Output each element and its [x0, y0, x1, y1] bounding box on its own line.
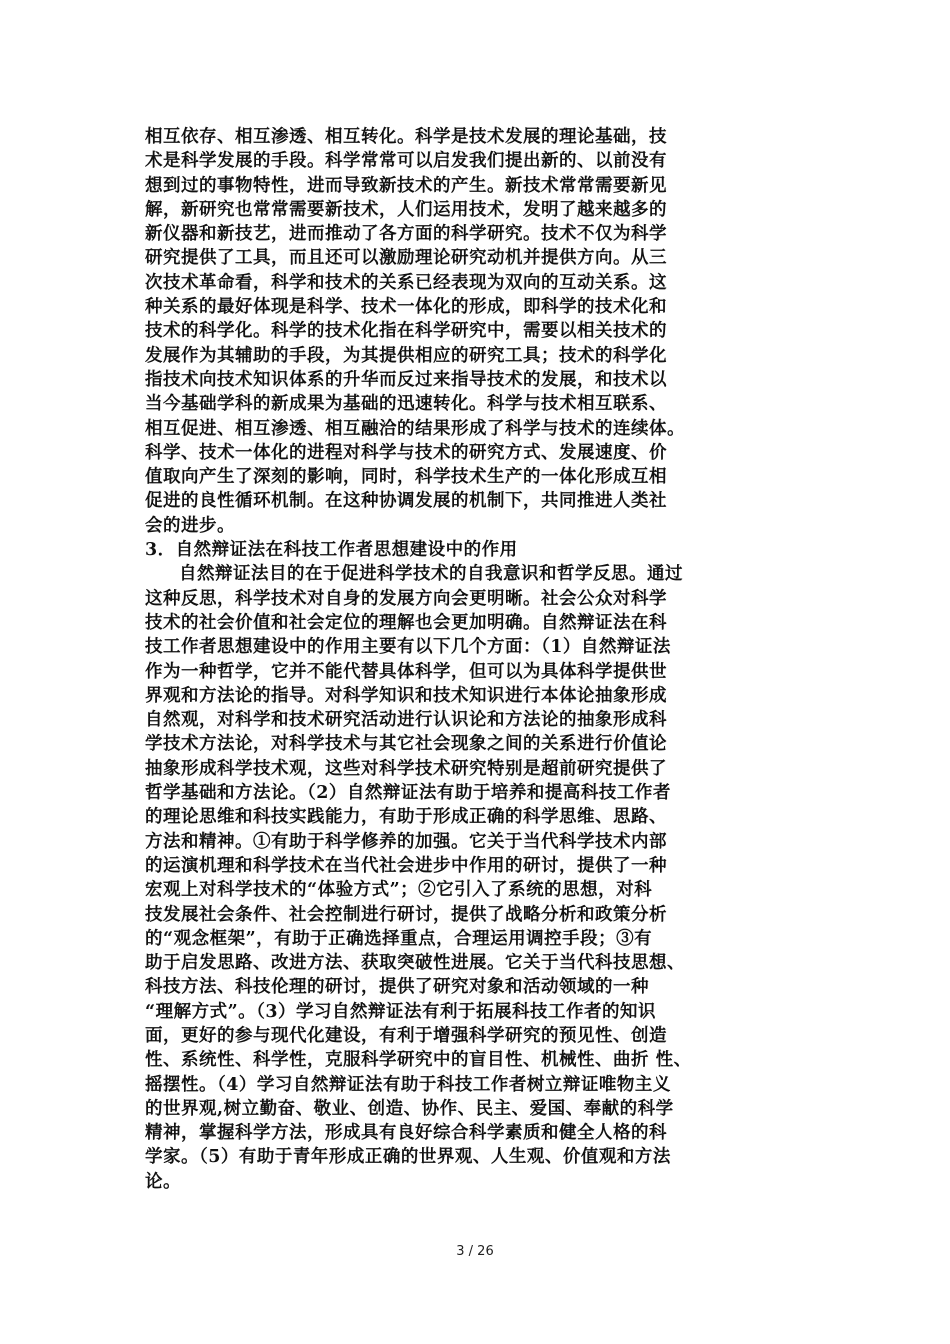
text-line: 自然辩证法目的在于促进科学技术的自我意识和哲学反思。通过 [179, 564, 683, 585]
text-line: 发展作为其辅助的手段，为其提供相应的研究工具；技术的科学化 [145, 345, 667, 366]
text-line: 面，更好的参与现代化建设，有利于增强科学研究的预见性、创造 [145, 1025, 667, 1046]
paragraph-continued [145, 125, 815, 538]
text-line: 想到过的事物特性，进而导致新技术的产生。新技术常常需要新见 [145, 175, 667, 196]
text-line: 方法和精神。①有助于科学修养的加强。它关于当代科学技术内部 [145, 831, 667, 852]
text-line: 的运演机理和科学技术在当代社会进步中作用的研讨，提供了一种 [145, 855, 667, 876]
section-paragraph [145, 562, 815, 1194]
text-line: 值取向产生了深刻的影响，同时，科学技术生产的一体化形成互相 [145, 467, 667, 488]
text-line: 宏观上对科学技术的“体验方式”；②它引入了系统的思想，对科 [145, 880, 653, 901]
text-line: 新仪器和新技艺，进而推动了各方面的科学研究。技术不仅为科学 [145, 224, 667, 245]
text-line: 的“观念框架”，有助于正确选择重点，合理运用调控手段；③有 [145, 928, 653, 949]
text-line: 相互促进、相互渗透、相互融洽的结果形成了科学与技术的连续体。 [145, 418, 685, 439]
text-line: 的理论思维和科技实践能力，有助于形成正确的科学思维、思路、 [145, 807, 667, 828]
text-line: 促进的良性循环机制。在这种协调发展的机制下，共同推进人类社 [145, 491, 667, 512]
text-line: 作为一种哲学，它并不能代替具体科学，但可以为具体科学提供世 [145, 661, 667, 682]
page-number: 3 / 26 [456, 1244, 494, 1259]
text-line: 论。 [145, 1171, 181, 1192]
text-line: 精神，掌握科学方法，形成具有良好综合科学素质和健全人格的科 [145, 1123, 667, 1144]
text-line: 学技术方法论，对科学技术与其它社会现象之间的关系进行价值论 [145, 734, 667, 755]
text-line: 技发展社会条件、社会控制进行研讨，提供了战略分析和政策分析 [145, 904, 667, 925]
text-line: 指技术向技术知识体系的升华而反过来指导技术的发展，和技术以 [145, 369, 667, 390]
text-line: 次技术革命看，科学和技术的关系已经表现为双向的互动关系。这 [145, 272, 667, 293]
text-line: 摇摆性。（4）学习自然辩证法有助于科技工作者树立辩证唯物主义 [145, 1074, 671, 1095]
text-line: 术是科学发展的手段。科学常常可以启发我们提出新的、以前没有 [145, 151, 667, 172]
text-line: 这种反思，科学技术对自身的发展方向会更明晰。社会公众对科学 [145, 588, 667, 609]
text-line: 科学、技术一体化的进程对科学与技术的研究方式、发展速度、价 [145, 442, 667, 463]
text-line: 解，新研究也常常需要新技术，人们运用技术，发明了越来越多的 [145, 199, 667, 220]
body-text [145, 125, 815, 1194]
text-line: 研究提供了工具，而且还可以激励理论研究动机并提供方向。从三 [145, 248, 667, 269]
text-line: 技工作者思想建设中的作用主要有以下几个方面：（1）自然辩证法 [145, 637, 671, 658]
section-heading: 3．自然辩证法在科技工作者思想建设中的作用 [145, 540, 518, 561]
text-line: “理解方式”。（3）学习自然辩证法有利于拓展科技工作者的知识 [145, 1001, 657, 1022]
text-line: 种关系的最好体现是科学、技术一体化的形成，即科学的技术化和 [145, 297, 667, 318]
text-line: 抽象形成科学技术观，这些对科学技术研究特别是超前研究提供了 [145, 758, 667, 779]
text-line: 当今基础学科的新成果为基础的迅速转化。科学与技术相互联系、 [145, 394, 667, 415]
text-line: 学家。（5）有助于青年形成正确的世界观、人生观、价值观和方法 [145, 1147, 671, 1168]
text-line: 技术的社会价值和社会定位的理解也会更加明确。自然辩证法在科 [145, 612, 667, 633]
text-line: 技术的科学化。科学的技术化指在科学研究中，需要以相关技术的 [145, 321, 667, 342]
text-line: 会的进步。 [145, 515, 235, 536]
text-line: 相互依存、相互渗透、相互转化。科学是技术发展的理论基础，技 [145, 127, 667, 147]
text-line: 哲学基础和方法论。（2）自然辩证法有助于培养和提高科技工作者 [145, 783, 671, 804]
text-line: 助于启发思路、改进方法、获取突破性进展。它关于当代科技思想、 [145, 953, 685, 974]
text-line: 的世界观,树立勤奋、敬业、创造、协作、民主、爱国、奉献的科学 [145, 1098, 674, 1119]
text-line: 自然观，对科学和技术研究活动进行认识论和方法论的抽象形成科 [145, 710, 667, 731]
text-line: 性、系统性、科学性，克服科学研究中的盲目性、机械性、曲折 性、 [145, 1050, 692, 1071]
text-line: 科技方法、科技伦理的研讨，提供了研究对象和活动领域的一种 [145, 977, 649, 998]
text-line: 界观和方法论的指导。对科学知识和技术知识进行本体论抽象形成 [145, 685, 667, 706]
